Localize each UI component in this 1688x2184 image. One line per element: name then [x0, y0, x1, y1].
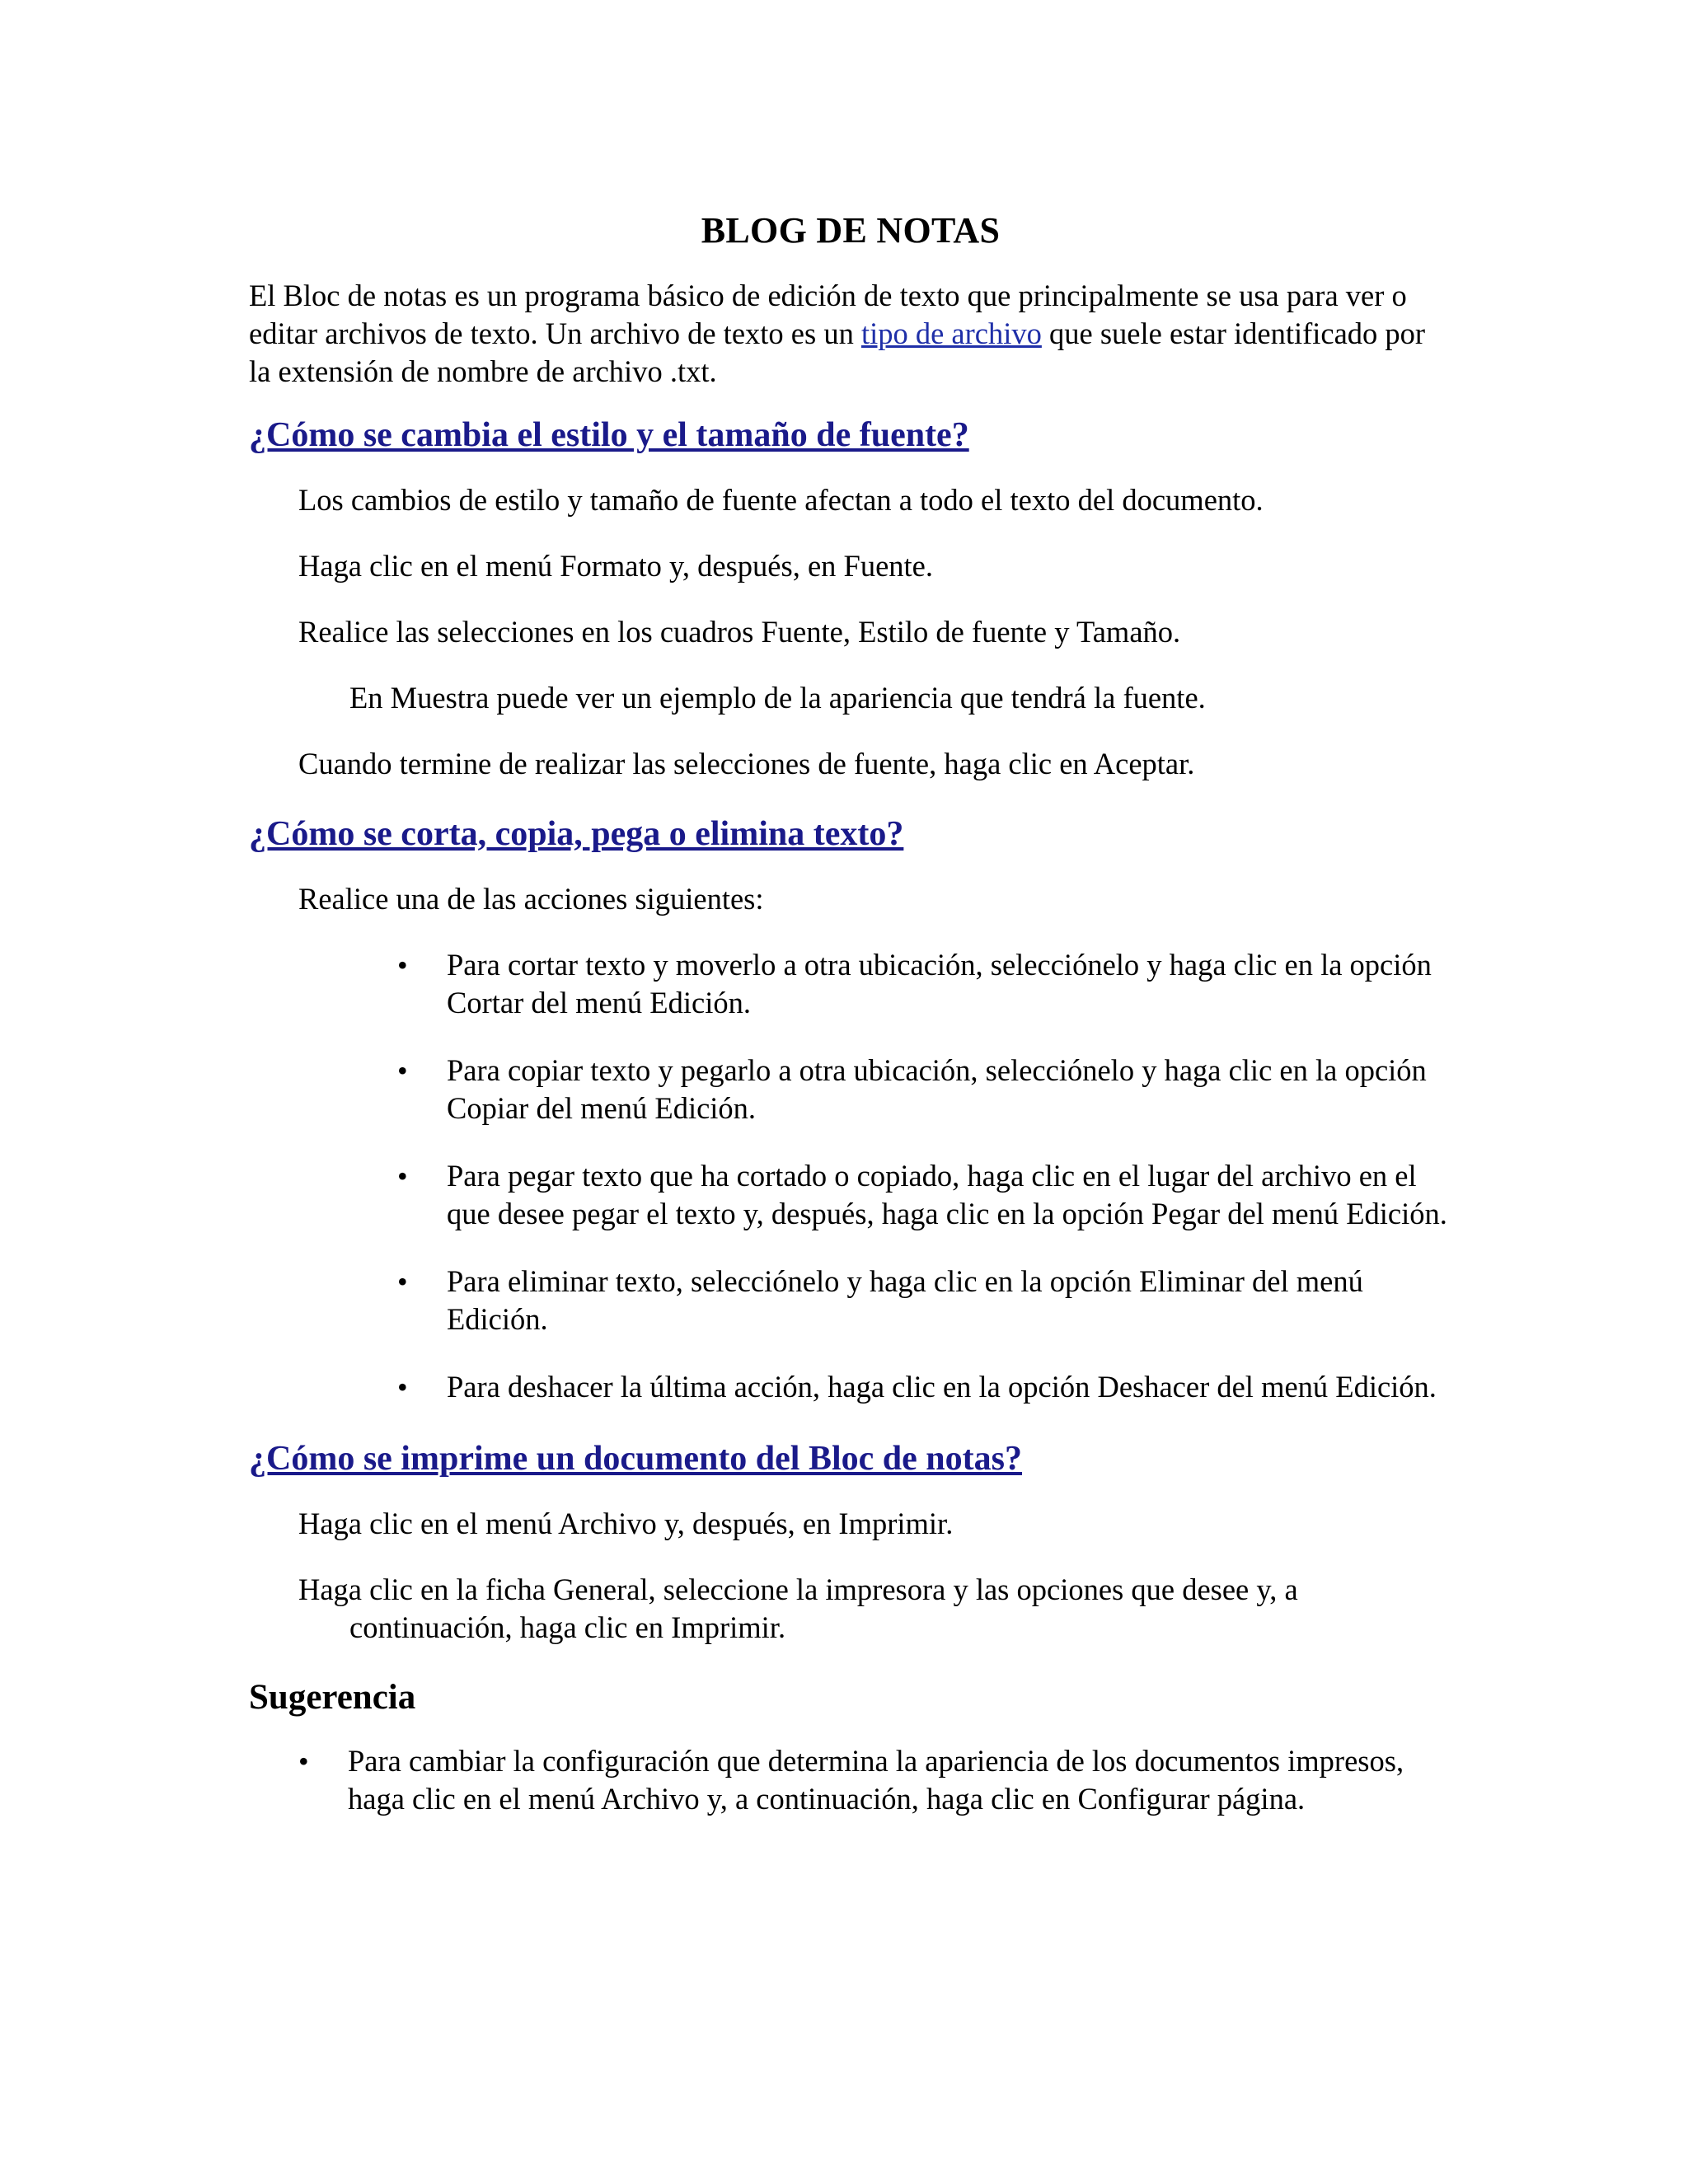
list-item-text: Para eliminar texto, selecciónelo y haga clic en la opción Eliminar del menú Edición. [447, 1264, 1363, 1336]
edit-intro: Realice una de las acciones siguientes: [298, 882, 764, 916]
edit-actions-list [249, 946, 1452, 1406]
list-item [397, 1263, 1452, 1338]
print-paragraph-1: Haga clic en el menú Archivo y, después, en Imprimir. [298, 1507, 954, 1540]
font-paragraph-5: Cuando termine de realizar las selecciones de fuente, haga clic en Aceptar. [298, 747, 1195, 780]
list-item [397, 946, 1452, 1022]
section-heading-print[interactable]: ¿Cómo se imprime un documento del Bloc de notas? [249, 1440, 1022, 1478]
list-item-text: Para copiar texto y pegarlo a otra ubicación, selecciónelo y haga clic en la opción Copiar del menú Edición. [447, 1053, 1427, 1125]
list-item-text: Para deshacer la última acción, haga clic en la opción Deshacer del menú Edición. [447, 1370, 1437, 1404]
tip-list [249, 1742, 1452, 1818]
document-page [249, 206, 1452, 1843]
list-item-text: Para cambiar la configuración que determina la apariencia de los documentos impresos, haga clic en el menú Archivo y, a continuación, haga clic en Configurar página. [348, 1744, 1404, 1816]
list-item-text: Para pegar texto que ha cortado o copiado, haga clic en el lugar del archivo en el que desee pegar el texto y, después, haga clic en la opción Pegar del menú Edición. [447, 1159, 1447, 1230]
print-paragraph-2: Haga clic en la ficha General, seleccione la impresora y las opciones que desee y, a continuación, haga clic en Imprimir. [298, 1572, 1298, 1644]
bullet-icon: • [397, 1265, 408, 1298]
bullet-icon: • [397, 949, 408, 982]
intro-text-before: El Bloc de notas es un programa básico de edición de texto que principalmente se usa para ver o editar archivos de texto. Un archivo de texto es un [249, 279, 1407, 350]
font-paragraph-1: Los cambios de estilo y tamaño de fuente afectan a todo el texto del documento. [298, 483, 1264, 517]
list-item [397, 1368, 1452, 1406]
bullet-icon: • [397, 1054, 408, 1087]
font-paragraph-3: Realice las selecciones en los cuadros Fuente, Estilo de fuente y Tamaño. [298, 615, 1181, 649]
bullet-icon: • [397, 1371, 408, 1404]
document-title: BLOG DE NOTAS [701, 210, 1001, 251]
list-item [298, 1742, 1452, 1818]
list-item [397, 1157, 1452, 1233]
font-paragraph-2: Haga clic en el menú Formato y, después, en Fuente. [298, 549, 933, 583]
bullet-icon: • [397, 1160, 408, 1193]
bullet-icon: • [298, 1745, 309, 1778]
section-heading-font[interactable]: ¿Cómo se cambia el estilo y el tamaño de fuente? [249, 416, 969, 454]
intro-paragraph [249, 277, 1452, 391]
font-paragraph-4: En Muestra puede ver un ejemplo de la apariencia que tendrá la fuente. [349, 681, 1206, 715]
intro-text-after: que suele estar identificado por la extensión de nombre de archivo .txt. [249, 316, 1426, 388]
section-heading-edit[interactable]: ¿Cómo se corta, copia, pega o elimina texto? [249, 815, 904, 853]
tip-heading: Sugerencia [249, 1678, 416, 1717]
list-item [397, 1052, 1452, 1127]
file-type-link[interactable]: tipo de archivo [860, 316, 1042, 350]
list-item-text: Para cortar texto y moverlo a otra ubicación, selecciónelo y haga clic en la opción Cortar del menú Edición. [447, 948, 1432, 1019]
